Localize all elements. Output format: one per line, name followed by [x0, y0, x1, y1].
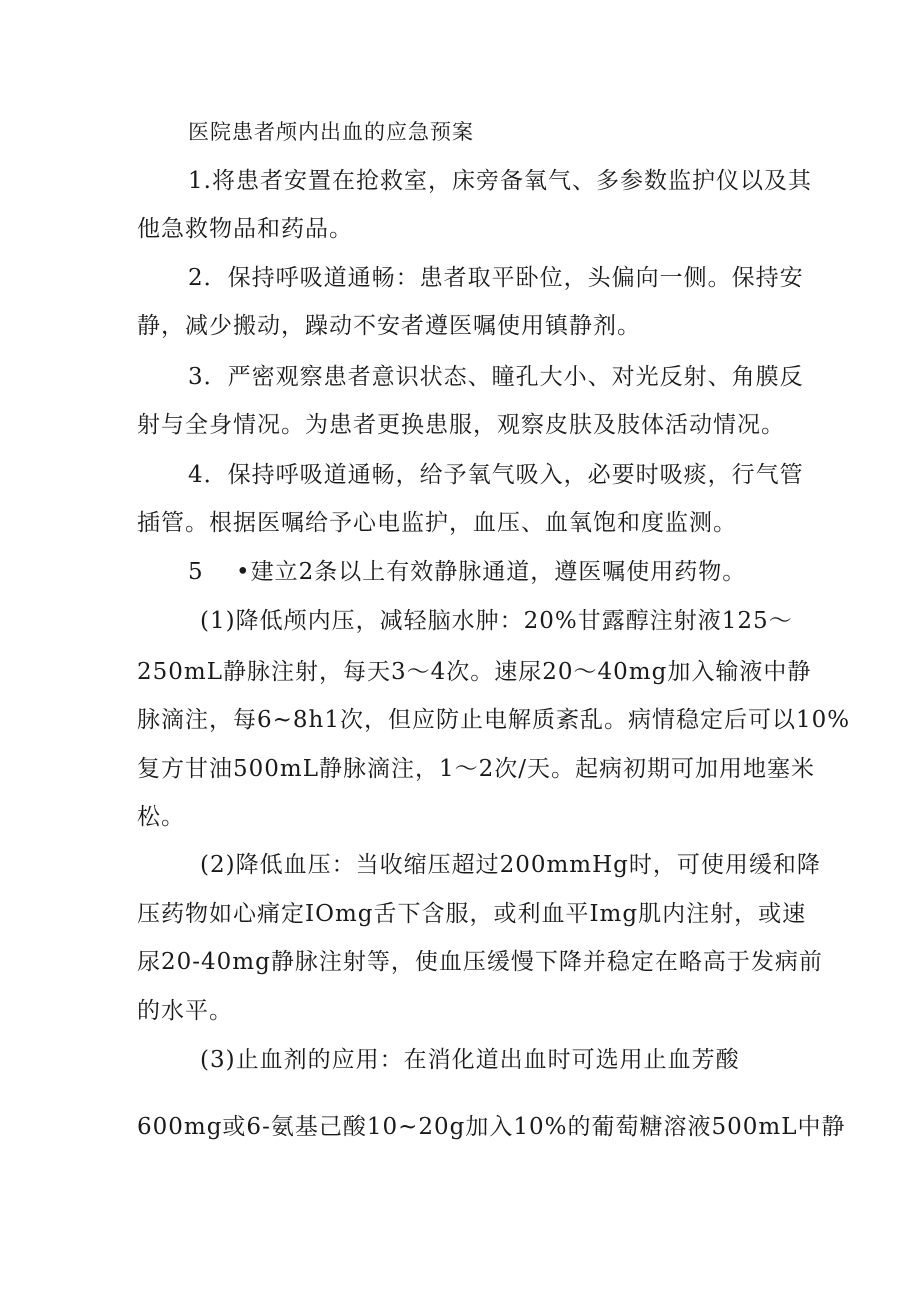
- paragraph-line: 尿20-40mg静脉注射等，使血压缓慢下降并稳定在略高于发病前: [137, 949, 823, 975]
- paragraph-line: 600mg或6-氨基己酸10~20g加入10%的葡萄糖溶液500mL中静: [137, 1114, 846, 1140]
- paragraph-line: 3．严密观察患者意识状态、瞳孔大小、对光反射、角膜反: [188, 364, 804, 390]
- paragraph-line: (1)降低颅内压，减轻脑水肿：20%甘露醇注射液125～: [200, 608, 793, 634]
- paragraph-line: 射与全身情况。为患者更换患服，观察皮肤及肢体活动情况。: [137, 412, 785, 438]
- paragraph-line: 复方甘油500mL静脉滴注，1～2次/天。起病初期可加用地塞米: [137, 756, 815, 782]
- paragraph-line: 压药物如心痛定IOmg舌下含服，或利血平Img肌内注射，或速: [137, 901, 807, 927]
- list-number: 5: [188, 559, 203, 585]
- paragraph-line: 松。: [137, 804, 185, 830]
- paragraph-line: 250mL静脉注射，每天3～4次。速尿20～40mg加入输液中静: [137, 659, 812, 685]
- paragraph-line: 静，减少搬动，躁动不安者遵医嘱使用镇静剂。: [137, 313, 641, 339]
- paragraph-line: 他急救物品和药品。: [137, 216, 353, 242]
- paragraph-line: 插管。根据医嘱给予心电监护，血压、血氧饱和度监测。: [137, 510, 737, 536]
- paragraph-line: 的水平。: [137, 998, 233, 1024]
- paragraph-line: (2)降低血压：当收缩压超过200mmHg时，可使用缓和降: [200, 852, 821, 878]
- document-title: 医院患者颅内出血的应急预案: [188, 120, 474, 144]
- paragraph-line: 4．保持呼吸道通畅，给予氧气吸入，必要时吸痰，行气管: [188, 462, 804, 488]
- paragraph-line: 脉滴注，每6~8h1次，但应防止电解质紊乱。病情稳定后可以10%: [137, 707, 851, 733]
- paragraph-line: •建立2条以上有效静脉通道，遵医嘱使用药物。: [236, 559, 747, 585]
- paragraph-line: 2．保持呼吸道通畅：患者取平卧位，头偏向一侧。保持安: [188, 265, 804, 291]
- paragraph-line: (3)止血剂的应用：在消化道出血时可选用止血芳酸: [200, 1047, 740, 1073]
- paragraph-line: 1.将患者安置在抢救室，床旁备氧气、多参数监护仪以及其: [188, 168, 812, 194]
